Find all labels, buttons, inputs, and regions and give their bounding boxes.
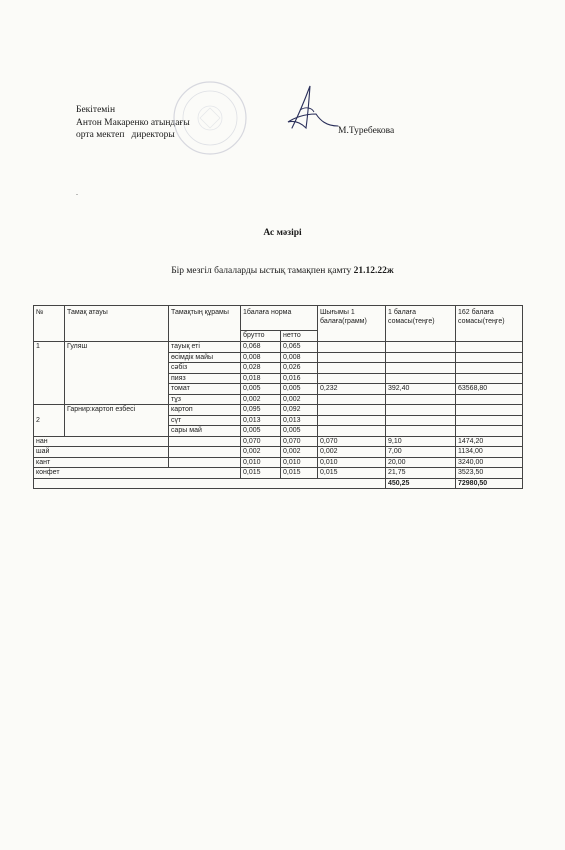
approval-line: Антон Макаренко атындағы — [76, 117, 190, 128]
empty-cell — [386, 363, 456, 374]
empty-cell — [456, 426, 523, 437]
cost-all-cell: 3240,00 — [456, 457, 523, 468]
consumption-cell: 0,015 — [318, 468, 386, 479]
gross-cell: 0,095 — [241, 405, 281, 416]
gross-cell: 0,013 — [241, 415, 281, 426]
total-cost-all: 72980,50 — [456, 478, 523, 489]
header-net: нетто — [281, 331, 318, 342]
empty-cell — [318, 405, 386, 416]
table-row — [34, 405, 523, 416]
cost-one-cell: 21,75 — [386, 468, 456, 479]
subtitle-text: Бір мезгіл балаларды ыстық тамақпен қамту — [171, 266, 354, 276]
empty-cell — [456, 342, 523, 353]
consumption-cell: 0,010 — [318, 457, 386, 468]
gross-cell: 0,018 — [241, 373, 281, 384]
extra-name-cell: шай — [34, 447, 169, 458]
empty-cell — [318, 342, 386, 353]
header-gross: брутто — [241, 331, 281, 342]
empty-cell — [318, 373, 386, 384]
consumption-cell: 0,070 — [318, 436, 386, 447]
header-dish: Тамақ атауы — [65, 306, 169, 342]
empty-cell — [386, 342, 456, 353]
empty-cell — [34, 478, 386, 489]
table-row — [34, 342, 523, 353]
cost-one-cell: 7,00 — [386, 447, 456, 458]
gross-cell: 0,008 — [241, 352, 281, 363]
ingredient-cell: томат — [169, 384, 241, 395]
header-cost-one: 1 балаға сомасы(теңге) — [386, 306, 456, 342]
dish-name: Гуляш — [65, 342, 169, 405]
net-cell: 0,065 — [281, 342, 318, 353]
stray-dot: . — [76, 188, 78, 197]
net-cell: 0,005 — [281, 384, 318, 395]
net-cell: 0,002 — [281, 447, 318, 458]
net-cell: 0,010 — [281, 457, 318, 468]
empty-cell — [318, 415, 386, 426]
header-consumption: Шығымы 1 балаға(грамм) — [318, 306, 386, 342]
table-row — [34, 447, 523, 458]
approval-line: Бекітемін — [76, 105, 116, 115]
approval-line: орта мектеп директоры — [76, 130, 175, 140]
cost-one-cell: 392,40 — [386, 384, 456, 395]
table-row — [34, 468, 523, 479]
table-row — [34, 436, 523, 447]
empty-cell — [456, 415, 523, 426]
net-cell: 0,013 — [281, 415, 318, 426]
ingredient-cell: пияз — [169, 373, 241, 384]
page-title: Ас мәзірі — [263, 228, 302, 238]
ingredient-cell: тұз — [169, 394, 241, 405]
consumption-cell: 0,232 — [318, 384, 386, 395]
ingredient-cell: өсімдік майы — [169, 352, 241, 363]
net-cell: 0,002 — [281, 394, 318, 405]
subtitle-date: 21.12.22ж — [353, 266, 394, 276]
header-norm: 1балаға норма — [241, 306, 318, 331]
director-name: М.Туребекова — [338, 126, 395, 136]
net-cell: 0,026 — [281, 363, 318, 374]
empty-cell — [318, 394, 386, 405]
extra-name-cell: нан — [34, 436, 169, 447]
table-row — [34, 457, 523, 468]
empty-cell — [169, 436, 241, 447]
empty-cell — [386, 415, 456, 426]
empty-cell — [318, 363, 386, 374]
ingredient-cell: сүт — [169, 415, 241, 426]
cost-all-cell: 3523,50 — [456, 468, 523, 479]
ingredient-cell: сәбіз — [169, 363, 241, 374]
empty-cell — [318, 352, 386, 363]
header-cost-all: 162 балаға сомасы(теңге) — [456, 306, 523, 342]
empty-cell — [169, 457, 241, 468]
extra-name-cell: конфет — [34, 468, 241, 479]
gross-cell: 0,028 — [241, 363, 281, 374]
ingredient-cell: сары май — [169, 426, 241, 437]
gross-cell: 0,010 — [241, 457, 281, 468]
ingredient-cell: тауық еті — [169, 342, 241, 353]
consumption-cell: 0,002 — [318, 447, 386, 458]
net-cell: 0,016 — [281, 373, 318, 384]
cost-all-cell: 63568,80 — [456, 384, 523, 395]
dish-name: Гарнир:картоп езбесі — [65, 405, 169, 437]
gross-cell: 0,005 — [241, 384, 281, 395]
empty-cell — [169, 447, 241, 458]
empty-cell — [386, 405, 456, 416]
net-cell: 0,015 — [281, 468, 318, 479]
gross-cell: 0,070 — [241, 436, 281, 447]
gross-cell: 0,002 — [241, 447, 281, 458]
gross-cell: 0,015 — [241, 468, 281, 479]
net-cell: 0,070 — [281, 436, 318, 447]
total-cost-one: 450,25 — [386, 478, 456, 489]
director-signature — [282, 80, 342, 138]
empty-cell — [386, 373, 456, 384]
empty-cell — [456, 373, 523, 384]
empty-cell — [456, 352, 523, 363]
cost-one-cell: 20,00 — [386, 457, 456, 468]
menu-table — [33, 305, 523, 489]
empty-cell — [386, 394, 456, 405]
net-cell: 0,005 — [281, 426, 318, 437]
empty-cell — [318, 426, 386, 437]
header-row — [34, 306, 523, 331]
header-composition: Тамақтың құрамы — [169, 306, 241, 342]
gross-cell: 0,068 — [241, 342, 281, 353]
gross-cell: 0,005 — [241, 426, 281, 437]
gross-cell: 0,002 — [241, 394, 281, 405]
page-subtitle — [0, 266, 565, 276]
dish-number: 2 — [34, 405, 65, 437]
empty-cell — [456, 363, 523, 374]
extra-name-cell: кант — [34, 457, 169, 468]
ingredient-cell: картоп — [169, 405, 241, 416]
net-cell: 0,008 — [281, 352, 318, 363]
empty-cell — [456, 394, 523, 405]
dish-number: 1 — [34, 342, 65, 405]
cost-one-cell: 9,10 — [386, 436, 456, 447]
school-seal-stamp — [170, 78, 250, 158]
empty-cell — [386, 426, 456, 437]
empty-cell — [386, 352, 456, 363]
empty-cell — [456, 405, 523, 416]
cost-all-cell: 1474,20 — [456, 436, 523, 447]
header-num: № — [34, 306, 65, 342]
cost-all-cell: 1134,00 — [456, 447, 523, 458]
totals-row — [34, 478, 523, 489]
net-cell: 0,092 — [281, 405, 318, 416]
